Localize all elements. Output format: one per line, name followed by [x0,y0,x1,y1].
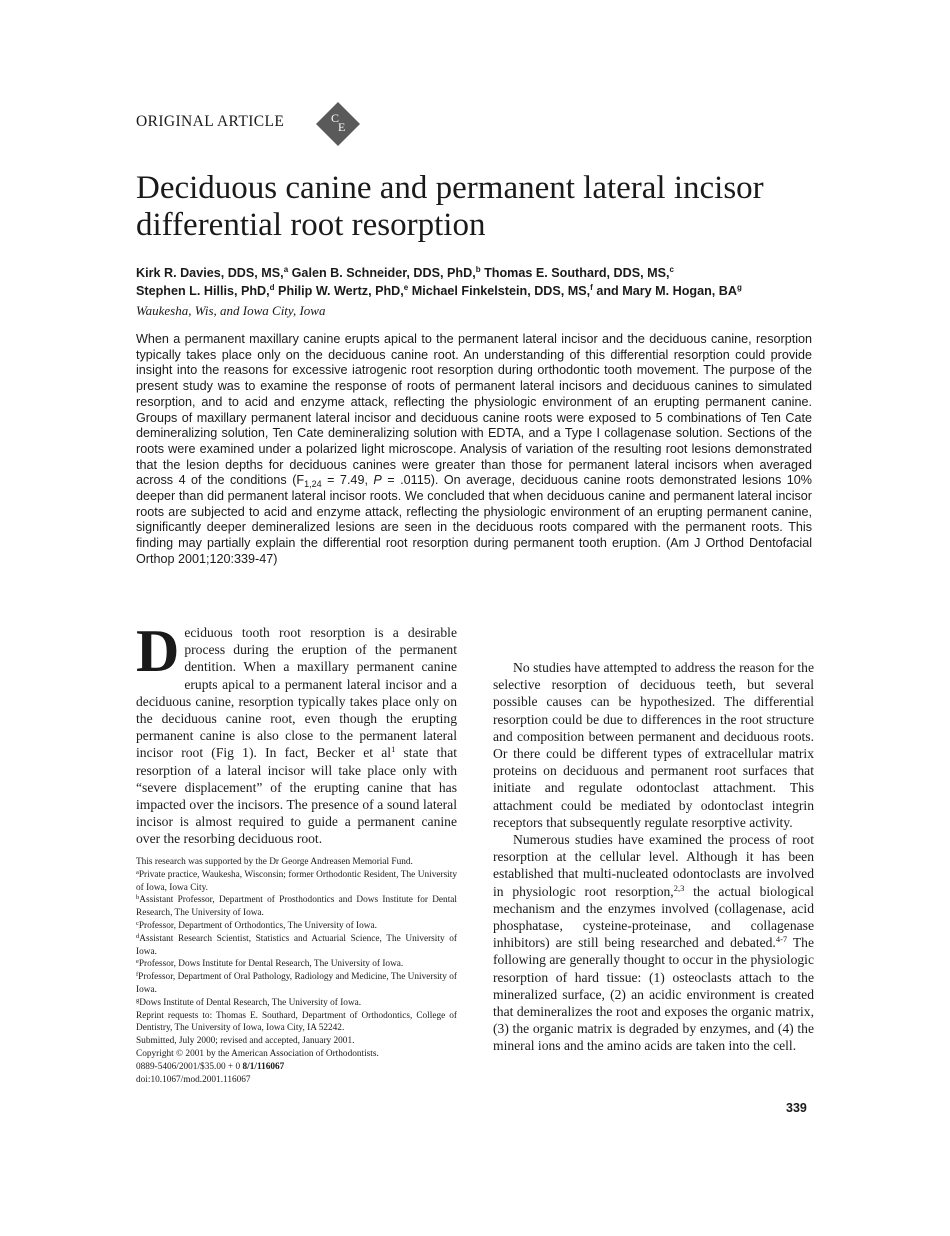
citation-sup: 1 [391,744,396,755]
author-sup: f [590,283,593,292]
logo-letter-e: E [338,120,346,134]
author-sup: a [283,265,289,274]
author-sup: d [269,283,275,292]
ce-diamond-logo [314,100,362,148]
drop-cap: D [136,618,180,684]
article-type-label: ORIGINAL ARTICLE [136,113,285,130]
body-column-right-content [493,659,814,1055]
body-text: state that resorption of a lateral incisor will take place only with “severe displacement” of the erupting canine that has impacted over the incisors. The presence of a sound lateral incisor is almost required to guide a permanent canine over the resorbing deciduous root. [136,745,458,847]
footnote-issn: 0889-5406/2001/$35.00 + 0 8/1/116067 [136,1061,285,1072]
title-line-1: Deciduous canine and permanent lateral incisor [136,170,764,206]
author-name: Michael Finkelstein, DDS, MS, [408,284,591,298]
footnote-c: $^c$Professor, Department of Orthodontics, The University of Iowa. [136,919,377,931]
abstract-text: = 7.49, [321,473,374,488]
footnote-doi: doi:10.1067/mod.2001.116067 [136,1074,251,1085]
footnotes [136,856,457,1086]
footnote-g: $^g$Dows Institute of Dental Research, The University of Iowa. [136,996,362,1008]
title-line-2: differential root resorption [136,207,486,243]
footnote-e: $^e$Professor, Dows Institute for Dental Research, The University of Iowa. [136,958,404,970]
author-name: Stephen L. Hillis, PhD, [136,284,270,298]
citation-sup: 4-7 [775,934,788,945]
author-list [136,264,816,300]
footnote-b: $^b$Assistant Professor, Department of Prosthodontics and Dows Institute for Dental Research, The University of Iowa. [136,894,457,919]
abstract-subscript: 1,24 [304,479,322,490]
author-name: and Mary M. Hogan, BA [592,284,737,298]
body-text: The following are generally thought to occur in the physiologic resorption of hard tissue: (1) osteoclasts attach to the mineralized surface, (2) an acidic environment is created that demineralizes the root and exposes the organic matrix, (3) the organic matrix is degraded by enzymes, and (4) the mineral ions and the amino acids are taken into the cell. [493,935,814,1054]
body-paragraph [136,618,458,848]
abstract-text: = .0115). On average, deciduous canine roots demonstrated lesions 10% deeper than did permanent lateral incisor roots. We concluded that when deciduous canine and permanent lateral incisor roots are subjected to acid and enzyme attack, reflecting the physiologic environment of an erupting permanent canine, significantly deeper demineralized lesions are seen in the deciduous roots compared with the permanent roots. This finding may partially explain the differential root resorption during permanent tooth eruption. (Am J Orthod Dentofacial Orthop 2001;120:339-47) [136,473,812,566]
body-paragraph [493,831,814,1055]
footnote-copyright: Copyright © 2001 by the American Association of Orthodontists. [136,1048,379,1059]
author-sup: e [403,283,409,292]
abstract-text: When a permanent maxillary canine erupts apical to the permanent lateral incisor and the deciduous canine, resorption typically takes place only on the deciduous canine root. An understanding of this differential resorption could provide insight into the reasons for excessive iatrogenic root resorption during orthodontic tooth movement. The purpose of the present study was to examine the response of roots of permanent lateral incisors and deciduous canines to simulated resorption, and to acid and enzyme attack, reflecting the physiologic environment of an erupting permanent canine. Groups of maxillary permanent lateral incisor and deciduous canine roots were exposed to 5 combinations of Ten Cate demineralizing solution, Ten Cate demineralizing solution with EDTA, and a Type I collagenase solution. Sections of the roots were examined under a polarized light microscope. Analysis of variation of the resulting root lesions demonstrated that the lesion depths for deciduous canines were greater than those for permanent lateral incisors when averaged across 4 of the conditions (F [136,332,812,488]
footnote-reprint: Reprint requests to: Thomas E. Southard, Department of Orthodontics, College of Dentistry, The University of Iowa, Iowa City, IA 52242. [136,1010,457,1034]
citation-sup: 2,3 [673,882,685,893]
body-text: Numerous studies have examined the process of root resorption at the cellular level. Although it has been established that multi-nucleated odontoclasts are involved in physiologic root resorption, [493,832,814,899]
author-name: Kirk R. Davies, DDS, MS, [136,266,284,280]
abstract [136,332,812,568]
affiliation: Waukesha, Wis, and Iowa City, Iowa [136,303,326,318]
logo-letter-c: C [331,111,340,125]
body-paragraph: No studies have attempted to address the reason for the selective resorption of deciduous teeth, but several possible causes can be hypothesized. The differential resorption could be due to differences in the root structure and composition between permanent and deciduous roots. Or there could be different types of extracellular matrix proteins on deciduous and permanent root surfaces that initiate and regulate odontoclast attachment. This attachment could be mediated by odontoclast integrin receptors that subsequently regulate resorptive activity. [493,660,814,830]
footnote-d: $^d$Assistant Research Scientist, Statistics and Actuarial Science, The University of Iowa. [136,932,457,957]
author-name: Philip W. Wertz, PhD, [274,284,404,298]
article-title [136,170,836,244]
body-column-left [136,618,458,848]
abstract-p-italic: P [373,473,382,488]
footnote-submitted: Submitted, July 2000; revised and accepted, January 2001. [136,1036,355,1047]
author-sup: g [736,283,742,292]
footnote-f: $^f$Professor, Department of Oral Pathology, Radiology and Medicine, The University of Iowa. [136,971,457,995]
author-sup: c [669,265,674,274]
footnote-funding: This research was supported by the Dr George Andreasen Memorial Fund. [136,857,413,867]
page-number: 339 [786,1101,807,1115]
author-name: Thomas E. Southard, DDS, MS, [480,266,670,280]
footnote-a: $^a$Private practice, Waukesha, Wisconsin; former Orthodontic Resident, The University of Iowa, Iowa City. [136,868,457,893]
body-text: eciduous tooth root resorption is a desirable process during the eruption of the permanent dentition. When a maxillary permanent canine erupts apical to a permanent lateral incisor and a deciduous canine, resorption typically takes place only on the deciduous canine root, even though the erupting permanent canine is also close to the permanent lateral incisor root (Fig 1). In fact, Becker et al [136,625,457,761]
body-text: the actual biological mechanism and the enzymes involved (collagenase, acid phosphatase, cysteine-proteinase, and collagenase inhibitors) are still being researched and debated. [493,883,814,951]
author-name: Galen B. Schneider, DDS, PhD, [288,266,476,280]
author-sup: b [475,265,481,274]
